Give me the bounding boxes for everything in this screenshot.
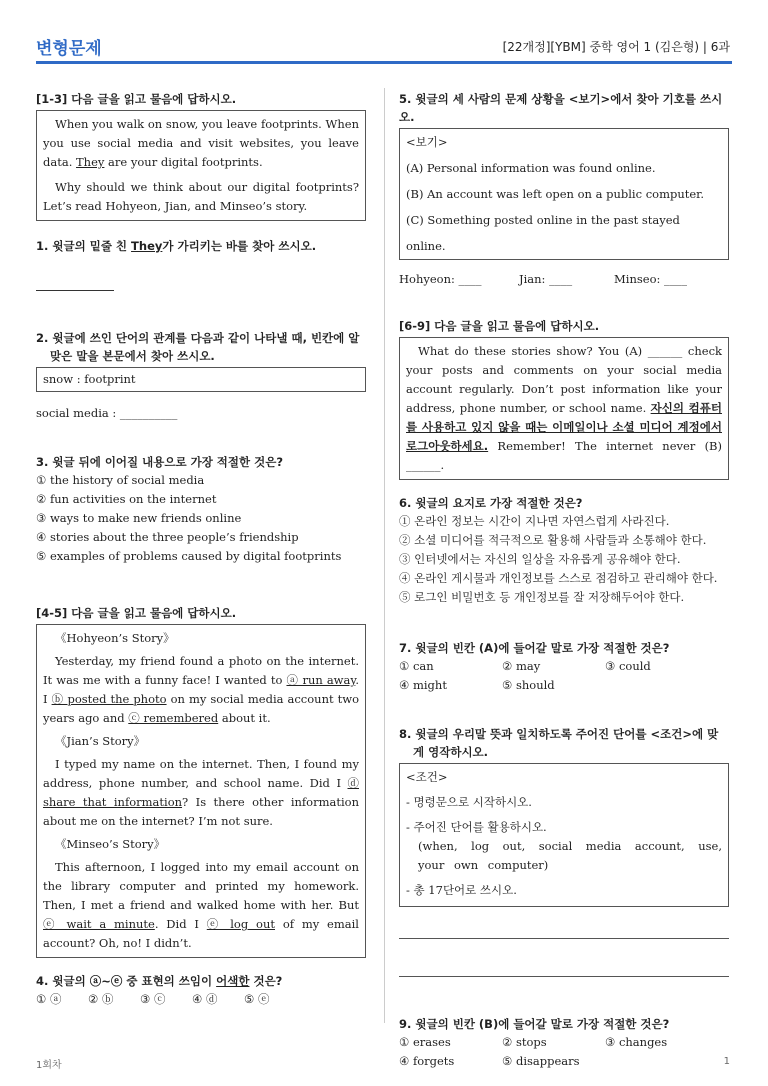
q8-box-title: <조건> (406, 770, 448, 784)
q6-option[interactable]: ① 온라인 정보는 시간이 지나면 자연스럽게 사라진다. (399, 514, 670, 528)
question-4: 4. 윗글의 ⓐ~ⓔ 중 표현의 쓰임이 어색한 것은? (36, 974, 283, 988)
question-6: 6. 윗글의 요지로 가장 적절한 것은? (399, 496, 583, 510)
q9-option[interactable]: ④ forgets (399, 1054, 455, 1068)
q5-choice: (A) Personal information was found online. (406, 161, 656, 175)
q5-choices-box (399, 128, 729, 260)
passage-1-3-para2: Why should we think about our digital footprints? Let’s read Hohyeon, Jian, and Minseo’s story. (43, 180, 359, 213)
q7-option[interactable]: ⑤ should (502, 678, 555, 692)
q5-box-title: <보기> (406, 135, 448, 149)
q3-option[interactable]: ③ ways to make new friends online (36, 511, 242, 525)
hohyeon-story: Yesterday, my friend found a photo on the internet. It was me with a funny face! I wanted to ⓐ run away. I ⓑ posted the photo on my social media account two years ago and ⓒ remembered about it. (43, 654, 360, 725)
q6-options (399, 512, 729, 607)
minseo-story-title: 《Minseo’s Story》 (55, 837, 166, 851)
q8-conditions-box (399, 763, 729, 907)
q9-option[interactable]: ③ changes (605, 1035, 668, 1049)
q5-answer-jian[interactable]: Jian: ____ (519, 272, 573, 286)
q9-option[interactable]: ② stops (502, 1035, 547, 1049)
footer-page-number: 1 (723, 1056, 730, 1067)
column-divider (384, 88, 385, 1023)
q3-option[interactable]: ④ stories about the three people’s friendship (36, 530, 299, 544)
q3-option[interactable]: ① the history of social media (36, 473, 205, 487)
q8-answer-line[interactable] (399, 937, 729, 939)
q8-condition: - 주어진 단어를 활용하시오. (406, 820, 547, 834)
q9-option[interactable]: ⑤ disappears (502, 1054, 580, 1068)
q5-choice: (C) Something posted online in the past stayed online. (406, 213, 680, 253)
q6-option[interactable]: ⑤ 로그인 비밀번호 등 개인정보를 잘 저장해두어야 한다. (399, 590, 685, 604)
q8-condition: - 총 17단어로 쓰시오. (406, 883, 517, 897)
q6-option[interactable]: ② 소셜 미디어를 적극적으로 활용해 사람들과 소통해야 한다. (399, 533, 707, 547)
passage-6-9-text: What do these stories show? You (A) ______ check your posts and comments on your social media account regularly. Don’t post information like your address, phone number, or school name. 자신의 컴퓨터를 사용하고 있지 않을 때는 이메일이나 소셜 미디어 계정에서 로그아웃하세요. Remember! The internet never (B) ______. (406, 344, 722, 472)
question-7: 7. 윗글의 빈칸 (A)에 들어갈 말로 가장 적절한 것은? (399, 641, 670, 655)
question-2: 2. 윗글에 쓰인 단어의 관계를 다음과 같이 나타낼 때, 빈칸에 알맞은 말을 본문에서 찾아 쓰시오. (36, 331, 360, 363)
header-rule (36, 61, 732, 64)
left-column (36, 90, 366, 1009)
q4-option[interactable]: ④ ⓓ (192, 992, 218, 1006)
jian-story-title: 《Jian’s Story》 (55, 734, 146, 748)
q7-option[interactable]: ③ could (605, 659, 651, 673)
q4-option[interactable]: ③ ⓒ (140, 992, 166, 1006)
minseo-story: This afternoon, I logged into my email account on the library computer and printed my homework. Then, I met a friend and walked home with her. But ⓔ wait a minute. Did I ⓔ log out of my email account? Oh, no! I didn’t. (43, 860, 359, 950)
q3-option[interactable]: ⑤ examples of problems caused by digital footprints (36, 549, 342, 563)
q7-option[interactable]: ① can (399, 659, 434, 673)
hohyeon-story-title: 《Hohyeon’s Story》 (55, 631, 175, 645)
q6-option[interactable]: ③ 인터넷에서는 자신의 일상을 자유롭게 공유해야 한다. (399, 552, 681, 566)
q4-options (36, 990, 366, 1009)
passage-6-9 (399, 337, 729, 480)
section-1-3-heading: [1-3] 다음 글을 읽고 물음에 답하시오. (36, 92, 237, 106)
header-info: [22개정][YBM] 중학 영어 1 (김은형) | 6과 (502, 40, 730, 54)
q3-options (36, 471, 366, 566)
q8-condition: - 명령문으로 시작하시오. (406, 795, 532, 809)
q2-answer-line[interactable]: social media : __________ (36, 406, 178, 420)
q3-option[interactable]: ② fun activities on the internet (36, 492, 217, 506)
question-9: 9. 윗글의 빈칸 (B)에 들어갈 말로 가장 적절한 것은? (399, 1017, 670, 1031)
right-column (399, 90, 729, 1071)
q6-option[interactable]: ④ 온라인 게시물과 개인정보를 스스로 점검하고 관리해야 한다. (399, 571, 718, 585)
korean-underlined-sentence: 자신의 컴퓨터를 사용하고 있지 않을 때는 이메일이나 소셜 미디어 계정에서 로그아웃하세요. (406, 401, 722, 453)
q5-answer-minseo[interactable]: Minseo: ____ (614, 272, 688, 286)
q5-choice: (B) An account was left open on a public computer. (406, 187, 705, 201)
question-5: 5. 윗글의 세 사람의 문제 상황을 <보기>에서 찾아 기호를 쓰시오. (399, 92, 723, 124)
q9-option[interactable]: ① erases (399, 1035, 451, 1049)
passage-1-3 (36, 110, 366, 221)
q7-option[interactable]: ④ might (399, 678, 447, 692)
q5-answer-hohyeon[interactable]: Hohyeon: ____ (399, 272, 482, 286)
passage-4-5 (36, 624, 366, 958)
q2-example-box: snow : footprint (36, 367, 366, 392)
q4-option[interactable]: ② ⓑ (88, 992, 114, 1006)
q8-condition-words: (when, log out, social media account, use, your own computer) (418, 839, 722, 872)
q9-options (399, 1033, 729, 1071)
section-6-9-heading: [6-9] 다음 글을 읽고 물음에 답하시오. (399, 319, 600, 333)
question-3: 3. 윗글 뒤에 이어질 내용으로 가장 적절한 것은? (36, 455, 284, 469)
underlined-they: They (76, 155, 105, 169)
q1-answer-line[interactable] (36, 289, 114, 291)
header-title: 변형문제 (36, 39, 102, 59)
q7-options (399, 657, 729, 695)
q4-option[interactable]: ① ⓐ (36, 992, 62, 1006)
q8-answer-line[interactable] (399, 975, 729, 977)
question-8: 8. 윗글의 우리말 뜻과 일치하도록 주어진 단어를 <조건>에 맞게 영작하시오. (399, 727, 719, 759)
q7-option[interactable]: ② may (502, 659, 541, 673)
footer-round: 1회차 (36, 1060, 62, 1071)
q4-option[interactable]: ⑤ ⓔ (244, 992, 270, 1006)
q5-answers (399, 270, 729, 289)
question-1: 1. 윗글의 밑줄 친 They가 가리키는 바를 찾아 쓰시오. (36, 239, 317, 253)
jian-story: I typed my name on the internet. Then, I found my address, phone number, and school name. Did I ⓓ share that information? Is there other information about me on the internet? I’m not sure. (43, 757, 359, 828)
passage-1-3-para1: When you walk on snow, you leave footprints. When you use social media and visit websites, you leave data. They are your digital footprints. (43, 117, 359, 169)
section-4-5-heading: [4-5] 다음 글을 읽고 물음에 답하시오. (36, 606, 237, 620)
